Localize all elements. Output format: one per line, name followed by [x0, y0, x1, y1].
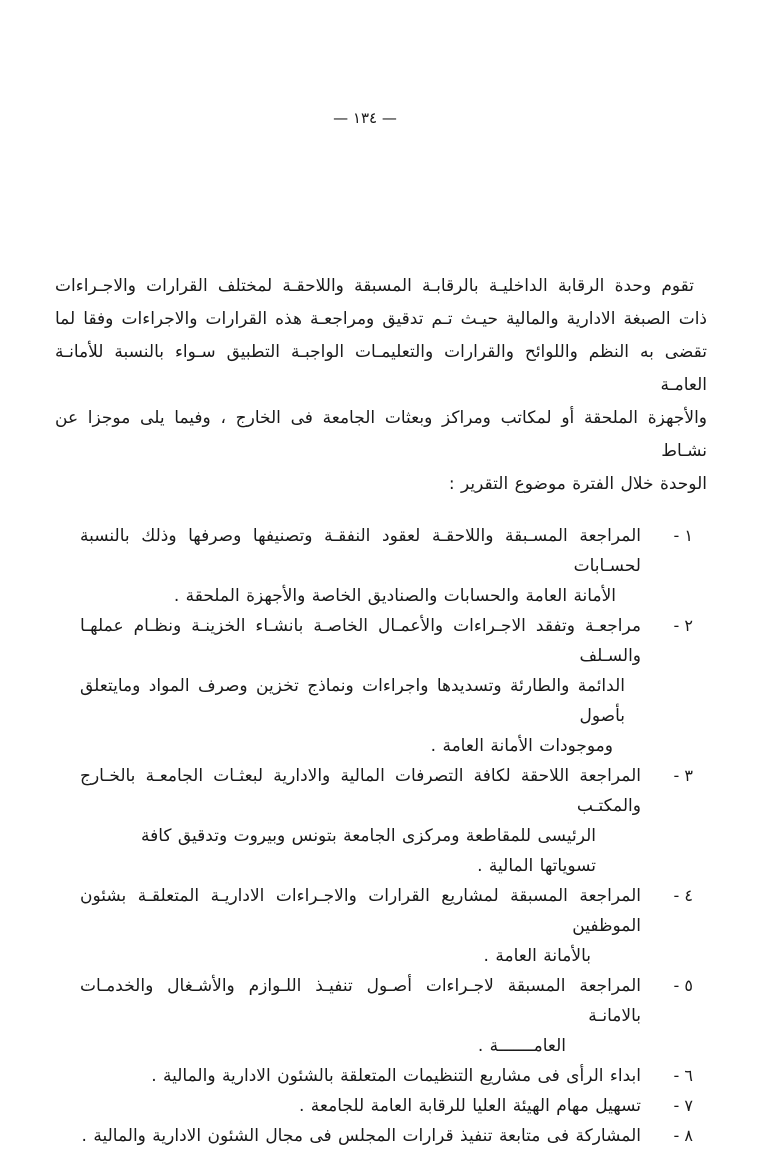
- list-item-5: [55, 971, 693, 1061]
- list-item-3: [55, 761, 693, 881]
- paragraph-line: ذات الصبغة الادارية والمالية حيـث تـم تدقيق ومراجعـة هذه القرارات والاجراءات وفقا لما: [55, 309, 707, 329]
- item-text: [80, 1121, 641, 1151]
- paragraph-line: الوحدة خلال الفترة موضوع التقرير :: [448, 474, 707, 494]
- item-line: ابداء الرأى فى مشاريع التنظيمات المتعلقة بالشئون الادارية والمالية .: [151, 1066, 641, 1086]
- item-text: [80, 881, 641, 971]
- page-content: [55, 270, 707, 1151]
- item-number: ٨ -: [673, 1126, 693, 1145]
- item-line: العامـــــــة .: [477, 1036, 566, 1056]
- item-line: المشاركة فى متابعة تنفيذ قرارات المجلس فى مجال الشئون الادارية والمالية .: [81, 1126, 641, 1146]
- item-line: المراجعة اللاحقة لكافة التصرفات المالية والادارية لبعثـات الجامعـة بالخـارج والمكتـب: [80, 766, 641, 816]
- list-item-2: [55, 611, 693, 761]
- numbered-list: [55, 521, 707, 1151]
- list-item-8: [55, 1121, 693, 1151]
- paragraph-line: والأجهزة الملحقة أو لمكاتب ومراكز وبعثات الجامعة فى الخارج ، وفيما يلى موجزا عن نشـاط: [55, 408, 707, 461]
- item-number: ٧ -: [673, 1096, 693, 1115]
- item-number: ٣ -: [673, 766, 693, 785]
- item-text: [80, 521, 641, 611]
- page-number: — ١٣٤ —: [333, 109, 397, 127]
- paragraph-line: تقوم وحدة الرقابة الداخليـة بالرقابـة المسبقة واللاحقـة لمختلف القرارات والاجـراءات: [55, 276, 694, 296]
- paragraph-line: تقضى به النظم واللوائح والقرارات والتعليمـات الواجبـة التطبيق سـواء بالنسبة للأمانـة العامـة: [55, 342, 707, 395]
- item-number: ٥ -: [673, 976, 693, 995]
- item-number: ٤ -: [673, 886, 693, 905]
- list-item-7: [55, 1091, 693, 1121]
- item-line: المراجعة المسبقة لمشاريع القرارات والاجـراءات الاداريـة المتعلقـة بشئون الموظفين: [80, 886, 641, 936]
- item-number: ١ -: [673, 526, 693, 545]
- item-number: ٦ -: [673, 1066, 693, 1085]
- list-item-6: [55, 1061, 693, 1091]
- item-line: المراجعة المسـبقة واللاحقـة لعقود النفقـة وتصنيفها وصرفها وذلك بالنسبة لحسـابات: [80, 526, 641, 576]
- list-item-4: [55, 881, 693, 971]
- item-line: الرئيسى للمقاطعة ومركزى الجامعة بتونس وبيروت وتدقيق كافة تسوياتها المالية .: [140, 826, 596, 876]
- item-line: الأمانة العامة والحسابات والصناديق الخاصة والأجهزة الملحقة .: [173, 586, 616, 606]
- item-text: [80, 971, 641, 1061]
- item-line: مراجعـة وتفقد الاجـراءات والأعمـال الخاصـة بانشـاء الخزينـة ونظـام عملهـا والسـلف: [80, 616, 641, 666]
- item-line: الدائمة والطارئة وتسديدها واجراءات ونماذج تخزين وصرف المواد ومايتعلق بأصول: [80, 676, 625, 726]
- item-text: [80, 1061, 641, 1091]
- item-line: المراجعة المسبقة لاجـراءات أصـول تنفيـذ اللـوازم والأشـغال والخدمـات بالامانـة: [80, 976, 641, 1026]
- item-text: [80, 1091, 641, 1121]
- item-text: [80, 611, 641, 761]
- list-item-1: [55, 521, 693, 611]
- intro-paragraph: [55, 270, 707, 501]
- item-text: [80, 761, 641, 881]
- item-number: ٢ -: [673, 616, 693, 635]
- item-line: بالأمانة العامة .: [483, 946, 591, 966]
- item-line: وموجودات الأمانة العامة .: [430, 736, 613, 756]
- item-line: تسهيل مهام الهيئة العليا للرقابة العامة للجامعة .: [299, 1096, 641, 1116]
